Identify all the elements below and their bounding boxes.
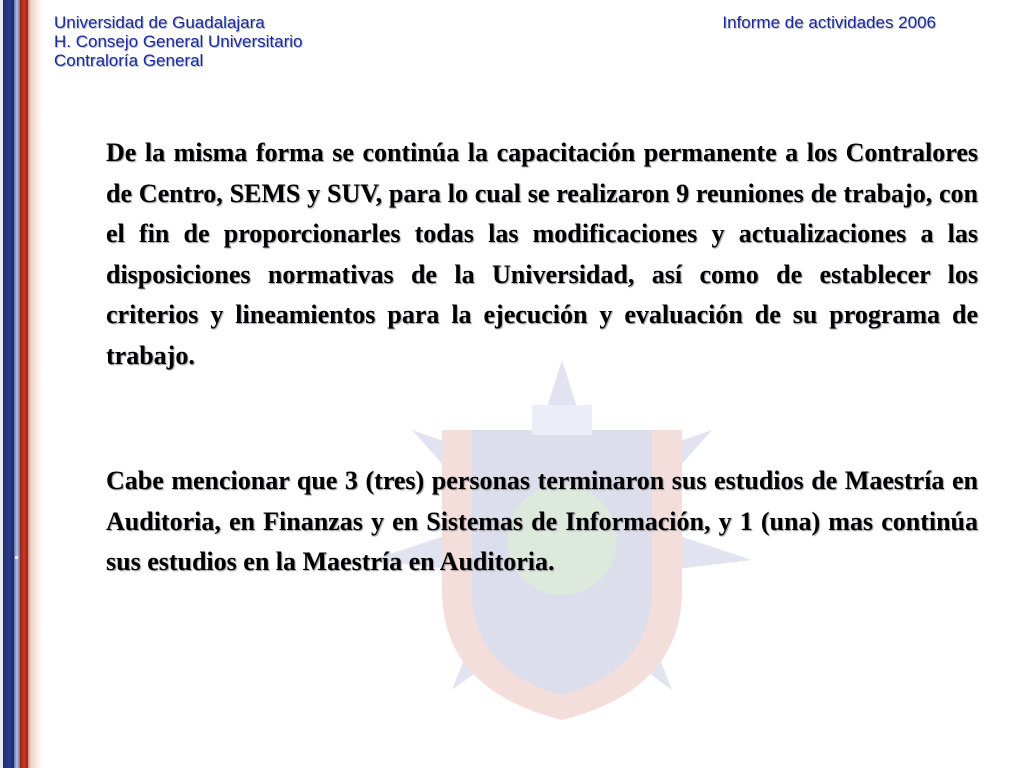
council-name: H. Consejo General Universitario [54, 32, 303, 51]
border-dot [15, 556, 18, 559]
paragraph-studies: Cabe mencionar que 3 (tres) personas terminaron sus estudios de Maestría en Auditoria, en Finanzas y en Sistemas de Información, y 1 (una) mas continúa sus estudios en la Maestría en Auditoria. [106, 466, 978, 576]
institution-name: Universidad de Guadalajara [54, 13, 265, 32]
report-title: Informe de actividades 2006 [722, 13, 936, 32]
paragraph-training: De la misma forma se continúa la capacitación permanente a los Contralores de Centro, SEMS y SUV, para lo cual se realizaron 9 reuniones de trabajo, con el fin de proporcionarles todas las modificaciones y actualizaciones a las disposiciones normativas de la Universidad, así como de establecer los criterios y lineamientos para la ejecución y evaluación de su programa de trabajo. [106, 138, 978, 370]
institution-block [54, 13, 303, 70]
slide-content [106, 133, 978, 583]
department-name: Contraloría General [54, 51, 204, 70]
decorative-left-border [0, 0, 42, 768]
